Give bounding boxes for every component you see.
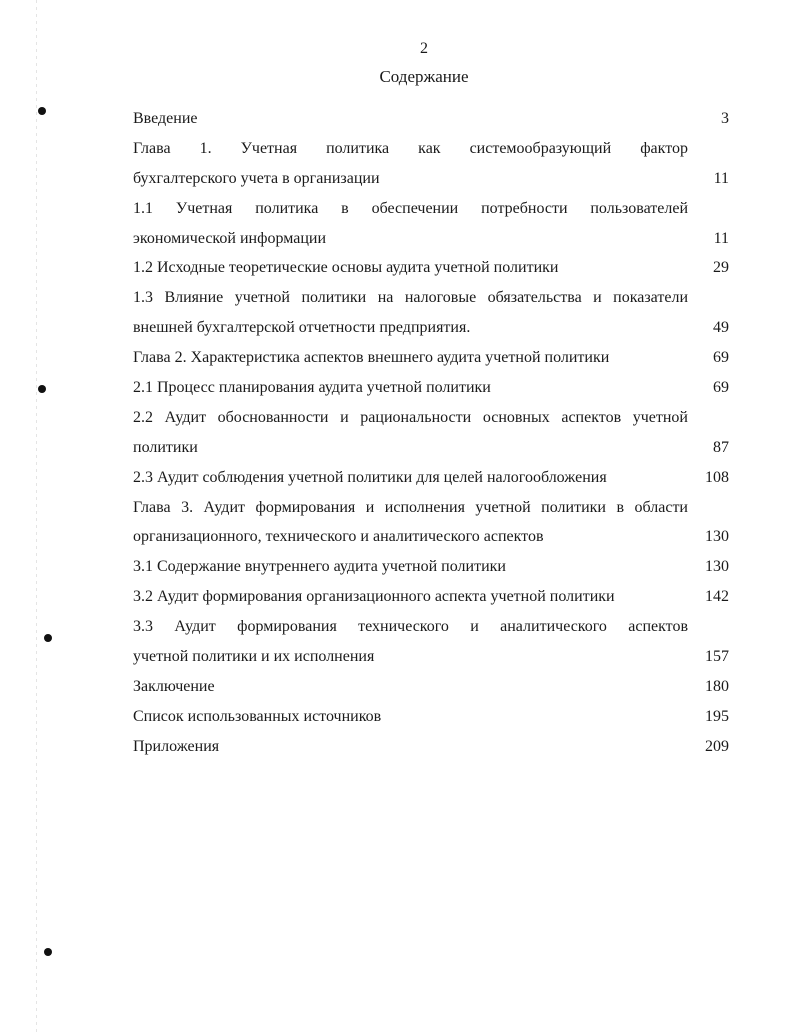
- scan-edge-line: [36, 0, 37, 1034]
- toc-entry: [133, 732, 729, 762]
- toc-entry: [133, 343, 729, 373]
- toc-title: Содержание: [379, 67, 469, 86]
- toc-entry-text: 1.2 Исходные теоретические основы аудита учетной политики: [133, 259, 559, 277]
- toc-entry-text: 1.3 Влияние учетной политики на налоговые обязательства и показатели: [133, 289, 688, 307]
- toc-entry-text: 2.2 Аудит обоснованности и рациональности основных аспектов учетной: [133, 408, 688, 426]
- toc-entry: [133, 702, 729, 732]
- toc-entry-text: учетной политики и их исполнения: [133, 648, 375, 666]
- toc-entry-page: 130: [705, 528, 729, 546]
- toc-entry-text: 1.1 Учетная политика в обеспечении потребности пользователей: [133, 199, 688, 217]
- toc-entry: [133, 104, 729, 134]
- toc-entry: [133, 582, 729, 612]
- toc-entry-text: Введение: [133, 110, 198, 127]
- toc-entry-text: Список использованных источников: [133, 707, 382, 725]
- toc-entry-page: 130: [705, 558, 729, 576]
- toc-entry-page: 3: [721, 110, 729, 127]
- toc-entry: [133, 612, 729, 672]
- toc-entry-page: 195: [705, 707, 729, 725]
- toc-entry-page: 49: [713, 319, 729, 337]
- toc-entry-text: 3.1 Содержание внутреннего аудита учетной политики: [133, 558, 506, 576]
- page-number: 2: [420, 40, 428, 57]
- toc-entry: [133, 283, 729, 343]
- toc-entry-text: бухгалтерского учета в организации: [133, 169, 380, 187]
- toc-entry-page: 108: [705, 468, 729, 486]
- toc-entry-text: Приложения: [133, 737, 220, 755]
- toc-entry-text: Заключение: [133, 677, 215, 695]
- toc-entry-text: Глава 3. Аудит формирования и исполнения учетной политики в области: [133, 498, 688, 516]
- toc-entry-page: 142: [705, 588, 729, 606]
- toc-entry-page: 157: [705, 648, 729, 666]
- toc-entry-text: организационного, технического и аналитического аспектов: [133, 528, 544, 546]
- binding-hole-mark: [44, 948, 52, 956]
- table-of-contents: [133, 104, 729, 762]
- toc-entry: [133, 493, 729, 553]
- toc-entry: [133, 403, 729, 463]
- binding-hole-mark: [38, 385, 46, 393]
- toc-entry-text: 3.3 Аудит формирования технического и аналитического аспектов: [133, 618, 688, 636]
- toc-entry-text: Глава 2. Характеристика аспектов внешнего аудита учетной политики: [133, 349, 610, 367]
- toc-entry: [133, 253, 729, 283]
- toc-entry-text: 2.3 Аудит соблюдения учетной политики для целей налогообложения: [133, 468, 607, 486]
- toc-entry-text: политики: [133, 438, 198, 456]
- toc-entry-text: экономической информации: [133, 229, 326, 247]
- toc-entry-page: 69: [713, 379, 729, 397]
- toc-entry-page: 11: [713, 229, 729, 247]
- toc-entry-text: 3.2 Аудит формирования организационного аспекта учетной политики: [133, 588, 615, 606]
- toc-entry-page: 87: [713, 438, 729, 456]
- toc-entry-page: 29: [713, 259, 729, 277]
- toc-entry-text: внешней бухгалтерской отчетности предприятия.: [133, 319, 471, 337]
- toc-entry: [133, 463, 729, 493]
- toc-entry-page: 69: [713, 349, 729, 367]
- toc-entry: [133, 552, 729, 582]
- toc-entry-text: Глава 1. Учетная политика как системообразующий фактор: [133, 139, 688, 157]
- binding-hole-mark: [44, 634, 52, 642]
- toc-entry-page: 180: [705, 677, 729, 695]
- toc-entry-text: 2.1 Процесс планирования аудита учетной политики: [133, 379, 491, 397]
- toc-entry: [133, 373, 729, 403]
- binding-hole-mark: [38, 107, 46, 115]
- toc-entry: [133, 672, 729, 702]
- toc-entry: [133, 194, 729, 254]
- toc-entry-page: 209: [705, 737, 729, 755]
- toc-entry: [133, 134, 729, 194]
- toc-entry-page: 11: [713, 169, 729, 187]
